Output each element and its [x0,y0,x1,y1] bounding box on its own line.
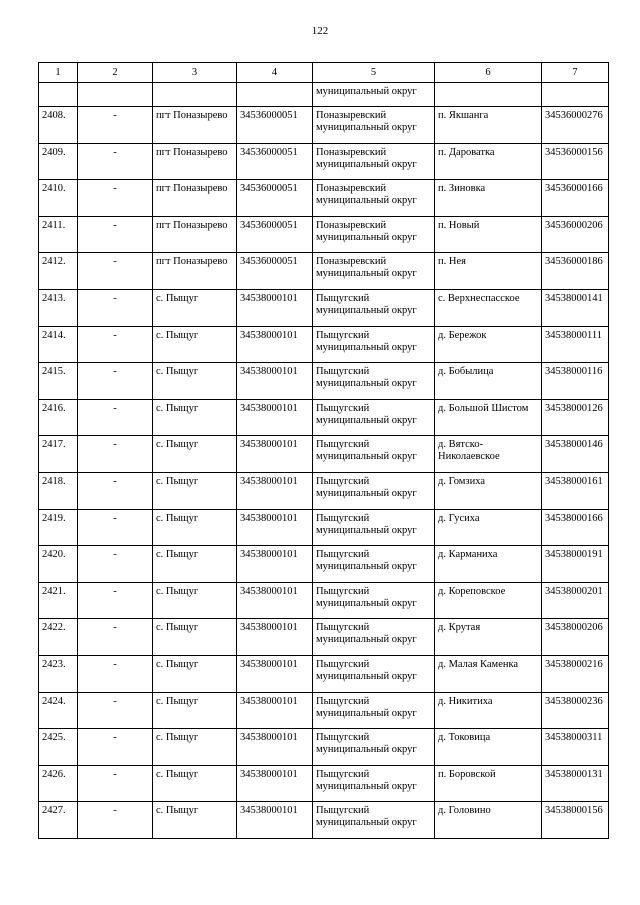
center-code-cell: 34538000101 [237,729,313,766]
table-row [39,253,609,290]
table-row [39,399,609,436]
table-row [39,802,609,839]
municipality-cell: Пыщугский муниципальный округ [313,729,435,766]
settlement-cell: д. Крутая [435,619,542,656]
settlement-code-cell: 34538000126 [542,399,609,436]
row-number-cell: 2426. [39,765,78,802]
table-row [39,729,609,766]
row-number-cell: 2423. [39,655,78,692]
table-row [39,107,609,144]
center-code-cell: 34538000101 [237,692,313,729]
table-cell [237,83,313,107]
center-code-cell: 34538000101 [237,802,313,839]
table-cell: муниципальный округ [313,83,435,107]
settlement-cell: д. Гусиха [435,509,542,546]
center-cell: с. Пыщуг [153,619,237,656]
center-cell: пгт Поназырево [153,107,237,144]
code-cell: - [78,143,153,180]
row-number-cell: 2420. [39,546,78,583]
row-number-cell: 2421. [39,582,78,619]
code-cell: - [78,180,153,217]
table-row [39,143,609,180]
settlements-table [38,62,609,839]
settlement-cell: д. Карманиха [435,546,542,583]
center-code-cell: 34538000101 [237,765,313,802]
code-cell: - [78,399,153,436]
row-number-cell: 2413. [39,289,78,326]
settlement-cell: д. Никитиха [435,692,542,729]
center-cell: с. Пыщуг [153,363,237,400]
settlement-code-cell: 34538000146 [542,436,609,473]
column-header: 6 [435,63,542,83]
code-cell: - [78,253,153,290]
continuation-row [39,83,609,107]
settlement-cell: д. Бережок [435,326,542,363]
column-header: 4 [237,63,313,83]
table-row [39,216,609,253]
center-code-cell: 34538000101 [237,399,313,436]
column-header: 7 [542,63,609,83]
settlement-code-cell: 34538000216 [542,655,609,692]
municipality-cell: Пыщугский муниципальный округ [313,582,435,619]
settlement-code-cell: 34538000311 [542,729,609,766]
center-cell: с. Пыщуг [153,692,237,729]
table-row [39,326,609,363]
column-header: 1 [39,63,78,83]
settlement-code-cell: 34538000166 [542,509,609,546]
row-number-cell: 2425. [39,729,78,766]
column-header: 2 [78,63,153,83]
municipality-cell: Пыщугский муниципальный округ [313,692,435,729]
code-cell: - [78,326,153,363]
municipality-cell: Пыщугский муниципальный округ [313,802,435,839]
table-row [39,363,609,400]
row-number-cell: 2414. [39,326,78,363]
code-cell: - [78,472,153,509]
code-cell: - [78,692,153,729]
center-cell: с. Пыщуг [153,436,237,473]
code-cell: - [78,289,153,326]
municipality-cell: Пыщугский муниципальный округ [313,326,435,363]
settlement-code-cell: 34538000161 [542,472,609,509]
table-cell [78,83,153,107]
settlement-cell: п. Боровской [435,765,542,802]
settlement-cell: п. Новый [435,216,542,253]
table-row [39,765,609,802]
row-number-cell: 2408. [39,107,78,144]
center-cell: с. Пыщуг [153,802,237,839]
municipality-cell: Пыщугский муниципальный округ [313,363,435,400]
center-code-cell: 34538000101 [237,546,313,583]
code-cell: - [78,216,153,253]
settlement-code-cell: 34536000186 [542,253,609,290]
center-code-cell: 34538000101 [237,619,313,656]
municipality-cell: Пыщугский муниципальный округ [313,765,435,802]
code-cell: - [78,436,153,473]
center-code-cell: 34538000101 [237,655,313,692]
code-cell: - [78,765,153,802]
settlement-code-cell: 34538000206 [542,619,609,656]
center-code-cell: 34536000051 [237,107,313,144]
municipality-cell: Пыщугский муниципальный округ [313,289,435,326]
center-code-cell: 34538000101 [237,472,313,509]
table-row [39,582,609,619]
center-cell: пгт Поназырево [153,216,237,253]
municipality-cell: Поназыревский муниципальный округ [313,143,435,180]
table-row [39,546,609,583]
settlement-cell: д. Гомзиха [435,472,542,509]
settlement-cell: д. Токовица [435,729,542,766]
center-code-cell: 34536000051 [237,180,313,217]
row-number-cell: 2416. [39,399,78,436]
settlement-code-cell: 34538000111 [542,326,609,363]
settlement-cell: п. Зиновка [435,180,542,217]
column-header: 3 [153,63,237,83]
municipality-cell: Поназыревский муниципальный округ [313,180,435,217]
municipality-cell: Пыщугский муниципальный округ [313,655,435,692]
code-cell: - [78,363,153,400]
row-number-cell: 2412. [39,253,78,290]
code-cell: - [78,729,153,766]
table-row [39,619,609,656]
table-cell [153,83,237,107]
municipality-cell: Поназыревский муниципальный округ [313,107,435,144]
municipality-cell: Пыщугский муниципальный округ [313,472,435,509]
table-row [39,509,609,546]
header-row [39,63,609,83]
table-header [39,63,609,83]
settlement-code-cell: 34538000141 [542,289,609,326]
settlement-cell: д. Бобылица [435,363,542,400]
code-cell: - [78,546,153,583]
code-cell: - [78,655,153,692]
settlement-cell: д. Малая Каменка [435,655,542,692]
table-cell [39,83,78,107]
center-cell: с. Пыщуг [153,472,237,509]
municipality-cell: Пыщугский муниципальный округ [313,546,435,583]
code-cell: - [78,509,153,546]
row-number-cell: 2417. [39,436,78,473]
settlement-code-cell: 34538000191 [542,546,609,583]
row-number-cell: 2424. [39,692,78,729]
center-code-cell: 34538000101 [237,289,313,326]
settlement-cell: д. Большой Шистом [435,399,542,436]
center-cell: с. Пыщуг [153,582,237,619]
table-body [39,83,609,839]
center-code-cell: 34538000101 [237,509,313,546]
settlement-cell: д. Головино [435,802,542,839]
center-code-cell: 34538000101 [237,582,313,619]
table-cell [435,83,542,107]
municipality-cell: Пыщугский муниципальный округ [313,436,435,473]
code-cell: - [78,107,153,144]
settlement-cell: д. Кореповское [435,582,542,619]
table-row [39,180,609,217]
table-row [39,289,609,326]
table-row [39,472,609,509]
center-code-cell: 34536000051 [237,143,313,180]
settlement-code-cell: 34536000156 [542,143,609,180]
table-row [39,692,609,729]
center-cell: пгт Поназырево [153,253,237,290]
page-number: 122 [311,25,329,37]
center-cell: пгт Поназырево [153,180,237,217]
row-number-cell: 2418. [39,472,78,509]
settlement-code-cell: 34538000236 [542,692,609,729]
table-row [39,436,609,473]
municipality-cell: Пыщугский муниципальный округ [313,619,435,656]
row-number-cell: 2422. [39,619,78,656]
center-code-cell: 34538000101 [237,363,313,400]
settlement-code-cell: 34538000131 [542,765,609,802]
settlement-code-cell: 34538000116 [542,363,609,400]
code-cell: - [78,582,153,619]
code-cell: - [78,619,153,656]
center-cell: пгт Поназырево [153,143,237,180]
settlement-code-cell: 34538000156 [542,802,609,839]
settlement-code-cell: 34538000201 [542,582,609,619]
settlement-cell: с. Верхнеспасское [435,289,542,326]
center-code-cell: 34536000051 [237,216,313,253]
center-code-cell: 34536000051 [237,253,313,290]
settlement-code-cell: 34536000276 [542,107,609,144]
settlement-code-cell: 34536000166 [542,180,609,217]
row-number-cell: 2410. [39,180,78,217]
table-row [39,655,609,692]
settlement-code-cell: 34536000206 [542,216,609,253]
center-cell: с. Пыщуг [153,509,237,546]
center-cell: с. Пыщуг [153,399,237,436]
municipality-cell: Пыщугский муниципальный округ [313,509,435,546]
row-number-cell: 2415. [39,363,78,400]
column-header: 5 [313,63,435,83]
row-number-cell: 2409. [39,143,78,180]
center-code-cell: 34538000101 [237,436,313,473]
code-cell: - [78,802,153,839]
center-cell: с. Пыщуг [153,546,237,583]
center-cell: с. Пыщуг [153,729,237,766]
settlement-cell: п. Якшанга [435,107,542,144]
center-cell: с. Пыщуг [153,765,237,802]
row-number-cell: 2419. [39,509,78,546]
municipality-cell: Пыщугский муниципальный округ [313,399,435,436]
table-cell [542,83,609,107]
row-number-cell: 2427. [39,802,78,839]
center-cell: с. Пыщуг [153,289,237,326]
center-code-cell: 34538000101 [237,326,313,363]
center-cell: с. Пыщуг [153,655,237,692]
settlement-cell: п. Дароватка [435,143,542,180]
row-number-cell: 2411. [39,216,78,253]
settlement-cell: п. Нея [435,253,542,290]
municipality-cell: Поназыревский муниципальный округ [313,253,435,290]
municipality-cell: Поназыревский муниципальный округ [313,216,435,253]
settlement-cell: д. Вятско-Николаевское [435,436,542,473]
center-cell: с. Пыщуг [153,326,237,363]
